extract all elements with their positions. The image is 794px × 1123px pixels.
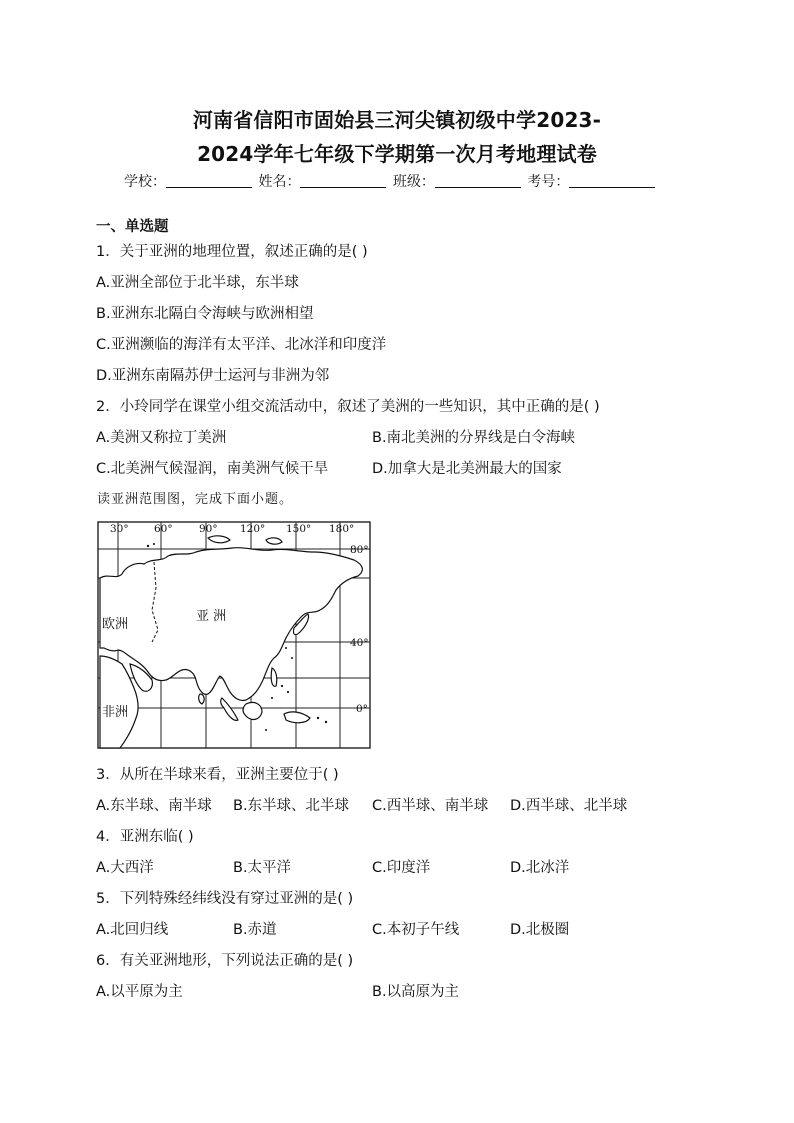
label-europe: 欧洲	[102, 617, 129, 632]
philippines-islands	[271, 668, 277, 686]
lon-label-60: 60°	[154, 523, 173, 535]
class-blank[interactable]	[435, 175, 521, 188]
section-heading: 一、单选题	[96, 219, 169, 235]
q3-option-b[interactable]: B.东半球、北半球	[233, 798, 350, 814]
q4-option-c[interactable]: C.印度洋	[372, 860, 431, 876]
q2-option-a[interactable]: A.美洲又称拉丁美洲	[96, 430, 227, 446]
q1-stem: 1．关于亚洲的地理位置，叙述正确的是( )	[96, 244, 368, 260]
q1-option-a[interactable]: A.亚洲全部位于北半球，东半球	[96, 275, 299, 291]
q3-stem: 3．从所在半球来看，亚洲主要位于( )	[96, 767, 339, 783]
q3-option-a[interactable]: A.东半球、南半球	[96, 798, 212, 814]
label-asia: 亚 洲	[196, 609, 227, 624]
q3-option-d[interactable]: D.西半球、北半球	[510, 798, 628, 814]
class-label: 班级：	[392, 174, 435, 190]
q5-stem: 5．下列特殊经纬线没有穿过亚洲的是( )	[96, 891, 354, 907]
lat-label-0: 0°	[356, 703, 368, 715]
lat-label-80: 80°	[350, 544, 369, 556]
q1-option-b[interactable]: B.亚洲东北隔白令海峡与欧洲相望	[96, 306, 314, 322]
q3-option-c[interactable]: C.西半球、南半球	[372, 798, 489, 814]
q2-stem: 2．小玲同学在课堂小组交流活动中，叙述了美洲的一些知识，其中正确的是( )	[96, 399, 600, 415]
label-africa: 非洲	[102, 705, 129, 720]
name-blank[interactable]	[300, 175, 386, 188]
q5-option-a[interactable]: A.北回归线	[96, 922, 169, 938]
q5-option-c[interactable]: C.本初子午线	[372, 922, 460, 938]
student-info-row	[124, 171, 657, 191]
q1-option-c[interactable]: C.亚洲濒临的海洋有太平洋、北冰洋和印度洋	[96, 337, 387, 353]
sri-lanka-island	[199, 694, 204, 704]
q4-option-d[interactable]: D.北冰洋	[510, 860, 570, 876]
exam-number-label: 考号：	[527, 174, 570, 190]
asia-map-figure	[96, 518, 376, 750]
arctic-island-1	[208, 536, 230, 543]
lon-label-120: 120°	[240, 523, 266, 535]
map-intro-text: 读亚洲范围图，完成下面小题。	[97, 492, 294, 507]
q4-option-a[interactable]: A.大西洋	[96, 860, 154, 876]
exam-number-blank[interactable]	[569, 175, 655, 188]
q6-stem: 6．有关亚洲地形，下列说法正确的是( )	[96, 953, 354, 969]
exam-title-line2: 2024学年七年级下学期第一次月考地理试卷	[197, 142, 597, 166]
lon-label-180: 180°	[329, 523, 355, 535]
lon-label-30: 30°	[110, 523, 129, 535]
name-label: 姓名：	[258, 174, 301, 190]
exam-title-line1: 河南省信阳市固始县三河尖镇初级中学2023-	[192, 108, 602, 132]
q1-option-d[interactable]: D.亚洲东南隔苏伊士运河与非洲为邻	[96, 368, 330, 384]
q4-stem: 4．亚洲东临( )	[96, 829, 194, 845]
q2-option-c[interactable]: C.北美洲气候湿润，南美洲气候干旱	[96, 461, 329, 477]
q6-option-b[interactable]: B.以高原为主	[372, 984, 460, 1000]
lon-label-150: 150°	[286, 523, 312, 535]
new-guinea-island	[284, 712, 310, 723]
q2-option-d[interactable]: D.加拿大是北美洲最大的国家	[372, 461, 562, 477]
school-label: 学校：	[124, 174, 166, 190]
q6-option-a[interactable]: A.以平原为主	[96, 984, 183, 1000]
q2-option-b[interactable]: B.南北美洲的分界线是白令海峡	[372, 430, 576, 446]
sumatra-island	[221, 698, 238, 720]
q5-option-d[interactable]: D.北极圈	[510, 922, 570, 938]
q4-option-b[interactable]: B.太平洋	[233, 860, 292, 876]
school-blank[interactable]	[166, 175, 252, 188]
borneo-island	[243, 702, 262, 719]
lon-label-90: 90°	[199, 523, 218, 535]
lat-label-40: 40°	[350, 637, 369, 649]
q5-option-b[interactable]: B.赤道	[233, 922, 277, 938]
arctic-island-2	[266, 538, 282, 544]
